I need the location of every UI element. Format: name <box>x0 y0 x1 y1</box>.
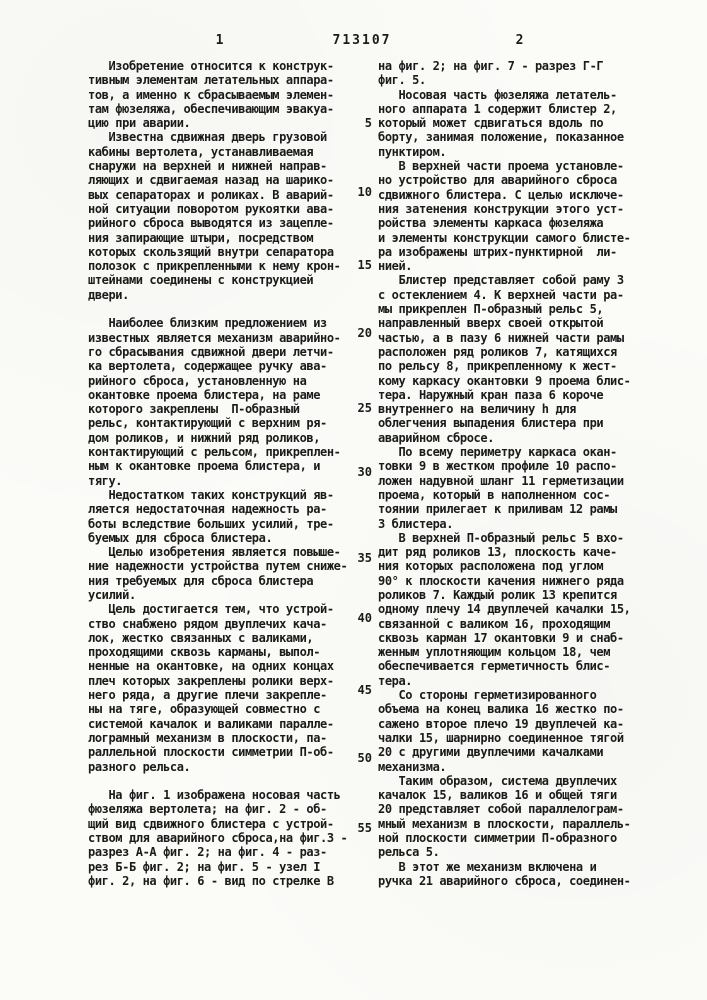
patent-number: 713107 <box>332 33 392 48</box>
line-number: 20 <box>357 326 372 340</box>
line-number: 40 <box>357 611 372 625</box>
left-column-text: Изобретение относится к конструк- тивным элементам летательных аппара- тов, а именно к сбрасываемым элемен- там фюзеляжа, обеспечивающим эвакуа- цию при аварии. Известна сдвижная дверь грузовой кабины вертолета, устанавливаемая снаружи на верхней и нижней направ- ляющих и сдвигаемая назад на шарико- вых сепараторах и роликах. В аварий- ной ситуации поворотом рукоятки ава- рийного сброса выводятся из зацепле- ния запирающие штыри, посредством которых скользящий внутри сепаратора полозок с прикрепленными к нему крон- штейнами соединены с конструкцией двери. Наиболее близким предложением из известных является механизм аварийно- го сбрасывания сдвижной двери летчи- ка вертолета, содержащее ручку ава- рийного сброса, установленную на окантовке проема блистера, на раме которого закреплены П-образный рельс, контактирующий с верхним ря- дом роликов, и нижний ряд роликов, контактирующий с рельсом, прикреплен- ным к окантовке проема блистера, и тягу. Недостатком таких конструкций яв- ляется недостаточная надежность ра- боты вследствие больших усилий, тре- буемых для сброса блистера. Целью изобретения является повыше- ние надежности устройства путем сниже- ния требуемых для сброса блистера усилий. Цель достигается тем, что устрой- ство снабжено рядом двуплечих кача- лок, жестко связанных с валиками, проходящими сквозь карманы, выпол- ненные на окантовке, на одних концах плеч которых закреплены ролики верх- него ряда, а другие плечи закрепле- ны на тяге, образующей совместно с системой качалок и валиками паралле- лограмный механизм в плоскости, па- раллельной плоскости симметрии П-об- разного рельса. На фиг. 1 изображена носовая часть фюзеляжа вертолета; на фиг. 2 - об- щий вид сдвижного блистера с устрой- ством для аварийного сброса,на фиг.3 - разрез А-А фиг. 2; на фиг. 4 - раз- рез Б-Б фиг. 2; на фиг. 5 - узел I фиг. 2, на фиг. 6 - вид по стрелке В <box>88 59 348 888</box>
line-number: 5 <box>364 116 372 130</box>
line-number: 50 <box>357 751 372 765</box>
right-column-text: на фиг. 2; на фиг. 7 - разрез Г-Г фиг. 5. Носовая часть фюзеляжа летатель- ного аппарата 1 содержит блистер 2, который может сдвигаться вдоль по борту, занимая положение, показанное пунктиром. В верхней части проема установле- но устройство для аварийного сброса сдвижного блистера. С целью исключе- ния затенения конструкции этого уст- ройства элементы каркаса фюзеляжа и элементы конструкции самого блисте- ра изображены штрих-пунктирной ли- нией. Блистер представляет собой раму 3 с остеклением 4. К верхней части ра- мы прикреплен П-образный рельс 5, направленный вверх своей открытой частью, а в пазу 6 нижней части рамы расположен ряд роликов 7, катящихся по рельсу 8, прикрепленному к жест- кому каркасу окантовки 9 проема блис- тера. Наружный кран паза 6 короче внутреннего на величину h для облегчения выпадения блистера при аварийном сбросе. По всему периметру каркаса окан- товки 9 в жестком профиле 10 распо- ложен надувной шланг 11 герметизации проема, который в наполненном сос- тоянии прилегает к приливам 12 рамы 3 блистера. В верхней П-образный рельс 5 вхо- дит ряд роликов 13, плоскость каче- ния которых расположена под углом 90° к плоскости качения нижнего ряда роликов 7. Каждый ролик 13 крепится одному плечу 14 двуплечей качалки 15, связанной с валиком 16, проходящим сквозь карман 17 окантовки 9 и снаб- женным уплотняющим кольцом 18, чем обеспечивается герметичность блис- тера. Со стороны герметизированного объема на конец валика 16 жестко по- сажено второе плечо 19 двуплечей ка- чалки 15, шарнирно соединенное тягой 20 с другими двуплечими качалками механизма. Таким образом, система двуплечих качалок 15, валиков 16 и общей тяги 20 представляет собой параллелограм- мный механизм в плоскости, параллель- ной плоскости симметрии П-образного рельса 5. В этот же механизм включена и ручка 21 аварийного сброса, соединен- <box>378 59 631 888</box>
line-number: 55 <box>357 821 372 835</box>
line-number: 15 <box>357 258 372 272</box>
line-number: 30 <box>357 465 372 479</box>
line-number: 45 <box>357 683 372 697</box>
line-number: 35 <box>357 551 372 565</box>
column-number-left: 1 <box>215 33 225 48</box>
line-number: 10 <box>357 185 372 199</box>
line-number: 25 <box>357 401 372 415</box>
column-number-right: 2 <box>515 33 525 48</box>
